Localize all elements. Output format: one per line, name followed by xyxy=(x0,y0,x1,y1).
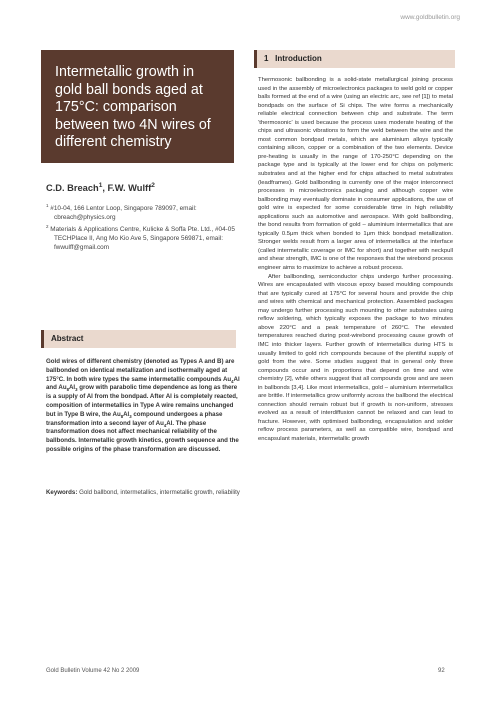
abstract-sub: 4 xyxy=(163,422,167,428)
abstract-part-3: compound undergoes a phase transformation into a second layer of Au xyxy=(46,410,223,427)
keywords-label: Keywords: xyxy=(46,489,78,496)
affiliation-1-text: #10-04, 166 Lentor Loop, Singapore 789097, email: cbreach@physics.org xyxy=(50,205,197,222)
abstract-part-1: Gold wires of different chemistry (denoted as Types A and B) are ballbonded on identical metallization and isothermally aged at 175°C. In both wire types the same intermetallic compounds Au xyxy=(46,358,235,383)
affiliations xyxy=(46,204,241,254)
affiliation-2-text: Materials & Applications Centre, Kulicke & Soffa Pte. Ltd., #04-05 TECHPlace II, Ang Mo Kio Ave 5, Singapore 569871, email: fwwulff@gmail.com xyxy=(50,225,235,252)
abstract-part-4: Al. The phase transformation does not affect mechanical reliability of the ballbonds. Intermetallic growth kinetics, growth sequence and the possible origins of the phase transformation are discussed. xyxy=(46,419,239,453)
abstract-sub: 3 xyxy=(75,387,78,393)
intro-title: Introduction xyxy=(275,54,322,63)
page-number: 92 xyxy=(438,668,445,674)
abstract-text xyxy=(46,358,240,455)
intro-heading xyxy=(257,50,455,68)
abstract-sub: 3 xyxy=(129,414,132,419)
abstract-sub: 8 xyxy=(66,387,69,393)
intro-number: 1 xyxy=(264,54,269,63)
intro-paragraph-1: Thermosonic ballbonding is a solid-state metallurgical joining process used in the assembly of microelectronics packages to weld gold or copper balls formed at the end of a wire (using an electric arc, see ref [1]) to metal bondpads on the surface of Si chips. The wire forms a mechanically reliable electrical connection between chip and substrate. The term ‘thermosonic’ is used because the process uses moderate heating of the chips and ultrasonic vibrations to form the weld between the wire and the most common bondpad metals, which are aluminium alloys typically containing silicon, copper or a combination of the two elements. Device pre-heating is usually in the range of 170-250°C depending on the package type and is typically at the lower end for chips on polymeric substrates and at the higher end for chips attached to metal substrates (leadframes). Gold ballbonding is currently one of the major interconnect processes in microelectronics packaging and although copper wire ballbonding may eventually dominate in consumer applications, the use of gold wire is expected for some considerable time in high reliability applications such as automotive and aerospace. With gold ballbonding, the bond results from formation of gold – aluminium intermetallics that are typically 0.5μm thick when bonded to 1μm thick bondpad metallization. Stronger welds result from a larger area of intermetallics at the interface (called intermetallic coverage or IMC for short) and together with neckpull and shear strength, IMC is one of the responses that the wirebond process engineer aims to maximize to achieve a robust process. xyxy=(258,77,453,272)
intro-paragraph-2: After ballbonding, semiconductor chips undergo further processing. Wires are encapsulated with viscous epoxy based moulding compounds that are typically cured at 175°C for several hours and provide the chip and wires with chemical and mechanical protection. Assembled packages may undergo further processing such mounting to other substrates using reflow soldering, which typically exposes the package to two minutes above 220°C and a peak temperature of 260°C. The elevated temperatures reached during post-wirebond processing cause growth of IMC into thicker layers. Further growth of intermetallics during HTS is usually limited to gold rich compounds because of the plentiful supply of gold from the wire. Some studies suggest that in general only three compounds occur and in proportions that depend on time and wire chemistry [2], while others suggest that all compounds grow and are seen in ballbonds [3,4]. Like most intermetallics, gold – aluminium intermetallics are brittle. If intermetallics grow uniformly across the ballbond the electrical connection should remain robust but if growth is non-uniform, stresses evolved as a result of interdiffusion cannot be relaxed and can lead to fracture. However, with optimised ballbonding, encapsulation and solder reflow process parameters, as well as compatible wire, bondpad and encapsulant materials, intermetallic growth xyxy=(258,273,453,442)
abstract-heading-bar xyxy=(41,330,236,348)
affiliation-1-sup: 1 xyxy=(46,202,49,208)
author-2: F.W. Wulff xyxy=(107,183,152,193)
abstract-sub: 4 xyxy=(231,378,234,384)
affiliation-2-sup: 2 xyxy=(46,223,49,229)
abstract-part: Al and Au xyxy=(46,375,240,392)
affiliation-1 xyxy=(46,204,241,223)
intro-body xyxy=(258,76,453,444)
abstract-heading: Abstract xyxy=(51,334,84,343)
intro-heading-bar xyxy=(254,50,455,68)
keywords-text: Gold ballbond, intermetallics, intermetallic growth, reliability xyxy=(77,489,240,496)
abstract-part: Al xyxy=(123,410,130,418)
keywords xyxy=(46,489,240,498)
abstract-sub: 8 xyxy=(120,414,124,419)
footer-journal: Gold Bulletin Volume 42 No 2 2009 xyxy=(46,668,140,674)
author-separator: , xyxy=(102,183,108,193)
author-2-sup: 2 xyxy=(151,181,155,189)
title-box xyxy=(41,50,234,163)
article-title: Intermetallic growth in gold ball bonds aged at 175°C: comparison between two 4N wires of different chemistry xyxy=(55,64,211,151)
authors xyxy=(46,183,155,193)
journal-url[interactable]: www.goldbulletin.org xyxy=(400,14,460,21)
abstract-part: Al xyxy=(68,384,76,392)
author-1: C.D. Breach xyxy=(46,183,99,193)
author-1-sup: 1 xyxy=(98,181,103,189)
affiliation-2 xyxy=(46,225,241,253)
abstract-part-2: grow with parabolic time dependence as long as there is a supply of Al from the bondpad. After Al is completely reacted, composition of intermetallics in Type A wire remains unchanged but in Type B wire, the Au xyxy=(46,384,238,418)
